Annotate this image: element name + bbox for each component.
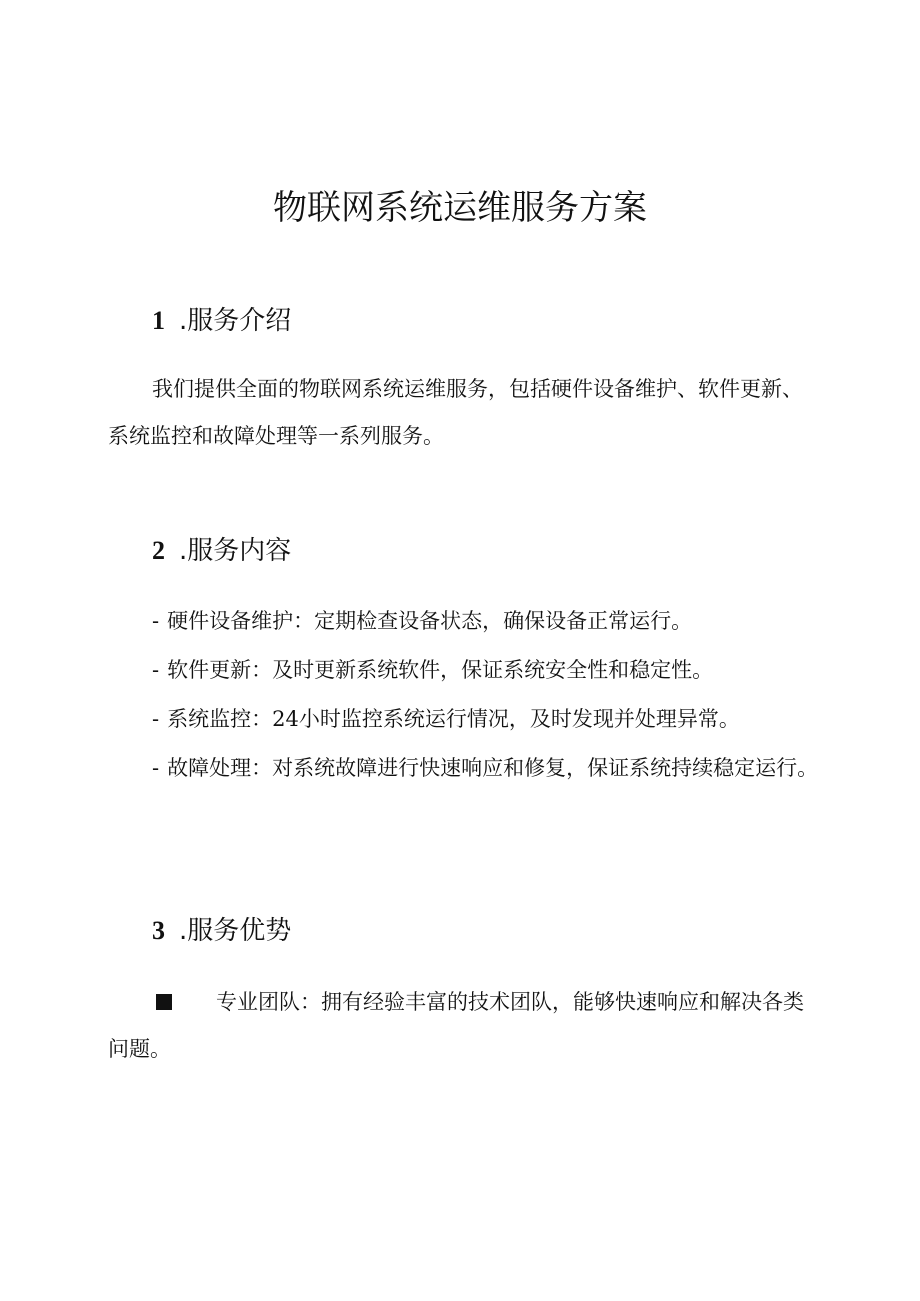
list-item <box>108 647 820 694</box>
list-item-text: 软件更新：及时更新系统软件，保证系统安全性和稳定性。 <box>167 658 714 682</box>
bullet-dash: - <box>152 609 160 633</box>
square-bullet-icon <box>156 994 172 1010</box>
section-heading-3 <box>152 910 291 947</box>
section-paragraph: 我们提供全面的物联网系统运维服务，包括硬件设备维护、软件更新、系统监控和故障处理等一系列服务。 <box>108 377 803 448</box>
section-number: 2 <box>152 536 165 565</box>
section-title: .服务内容 <box>179 536 292 566</box>
bullet-dash: - <box>152 756 160 780</box>
section-heading-2 <box>152 530 291 567</box>
list-item-text: 专业团队：拥有经验丰富的技术团队，能够快速响应和解决各类问题。 <box>108 990 804 1061</box>
section-number: 3 <box>152 916 165 945</box>
document-title: 物联网系统运维服务方案 <box>273 188 647 228</box>
bullet-dash: - <box>152 658 160 682</box>
list-item-text: 系统监控：24小时监控系统运行情况，及时发现并处理异常。 <box>167 707 740 731</box>
list-item-text: 故障处理：对系统故障进行快速响应和修复，保证系统持续稳定运行。 <box>167 756 819 780</box>
list-item-text: 硬件设备维护：定期检查设备状态，确保设备正常运行。 <box>167 609 693 633</box>
list-item <box>108 598 820 645</box>
list-item <box>108 745 820 792</box>
list-item <box>108 696 820 743</box>
section-title: .服务介绍 <box>179 306 292 336</box>
list-item <box>108 979 824 1073</box>
section-title: .服务优势 <box>179 916 292 946</box>
section-heading-1 <box>152 300 291 337</box>
bullet-dash: - <box>152 707 160 731</box>
section-number: 1 <box>152 306 165 335</box>
